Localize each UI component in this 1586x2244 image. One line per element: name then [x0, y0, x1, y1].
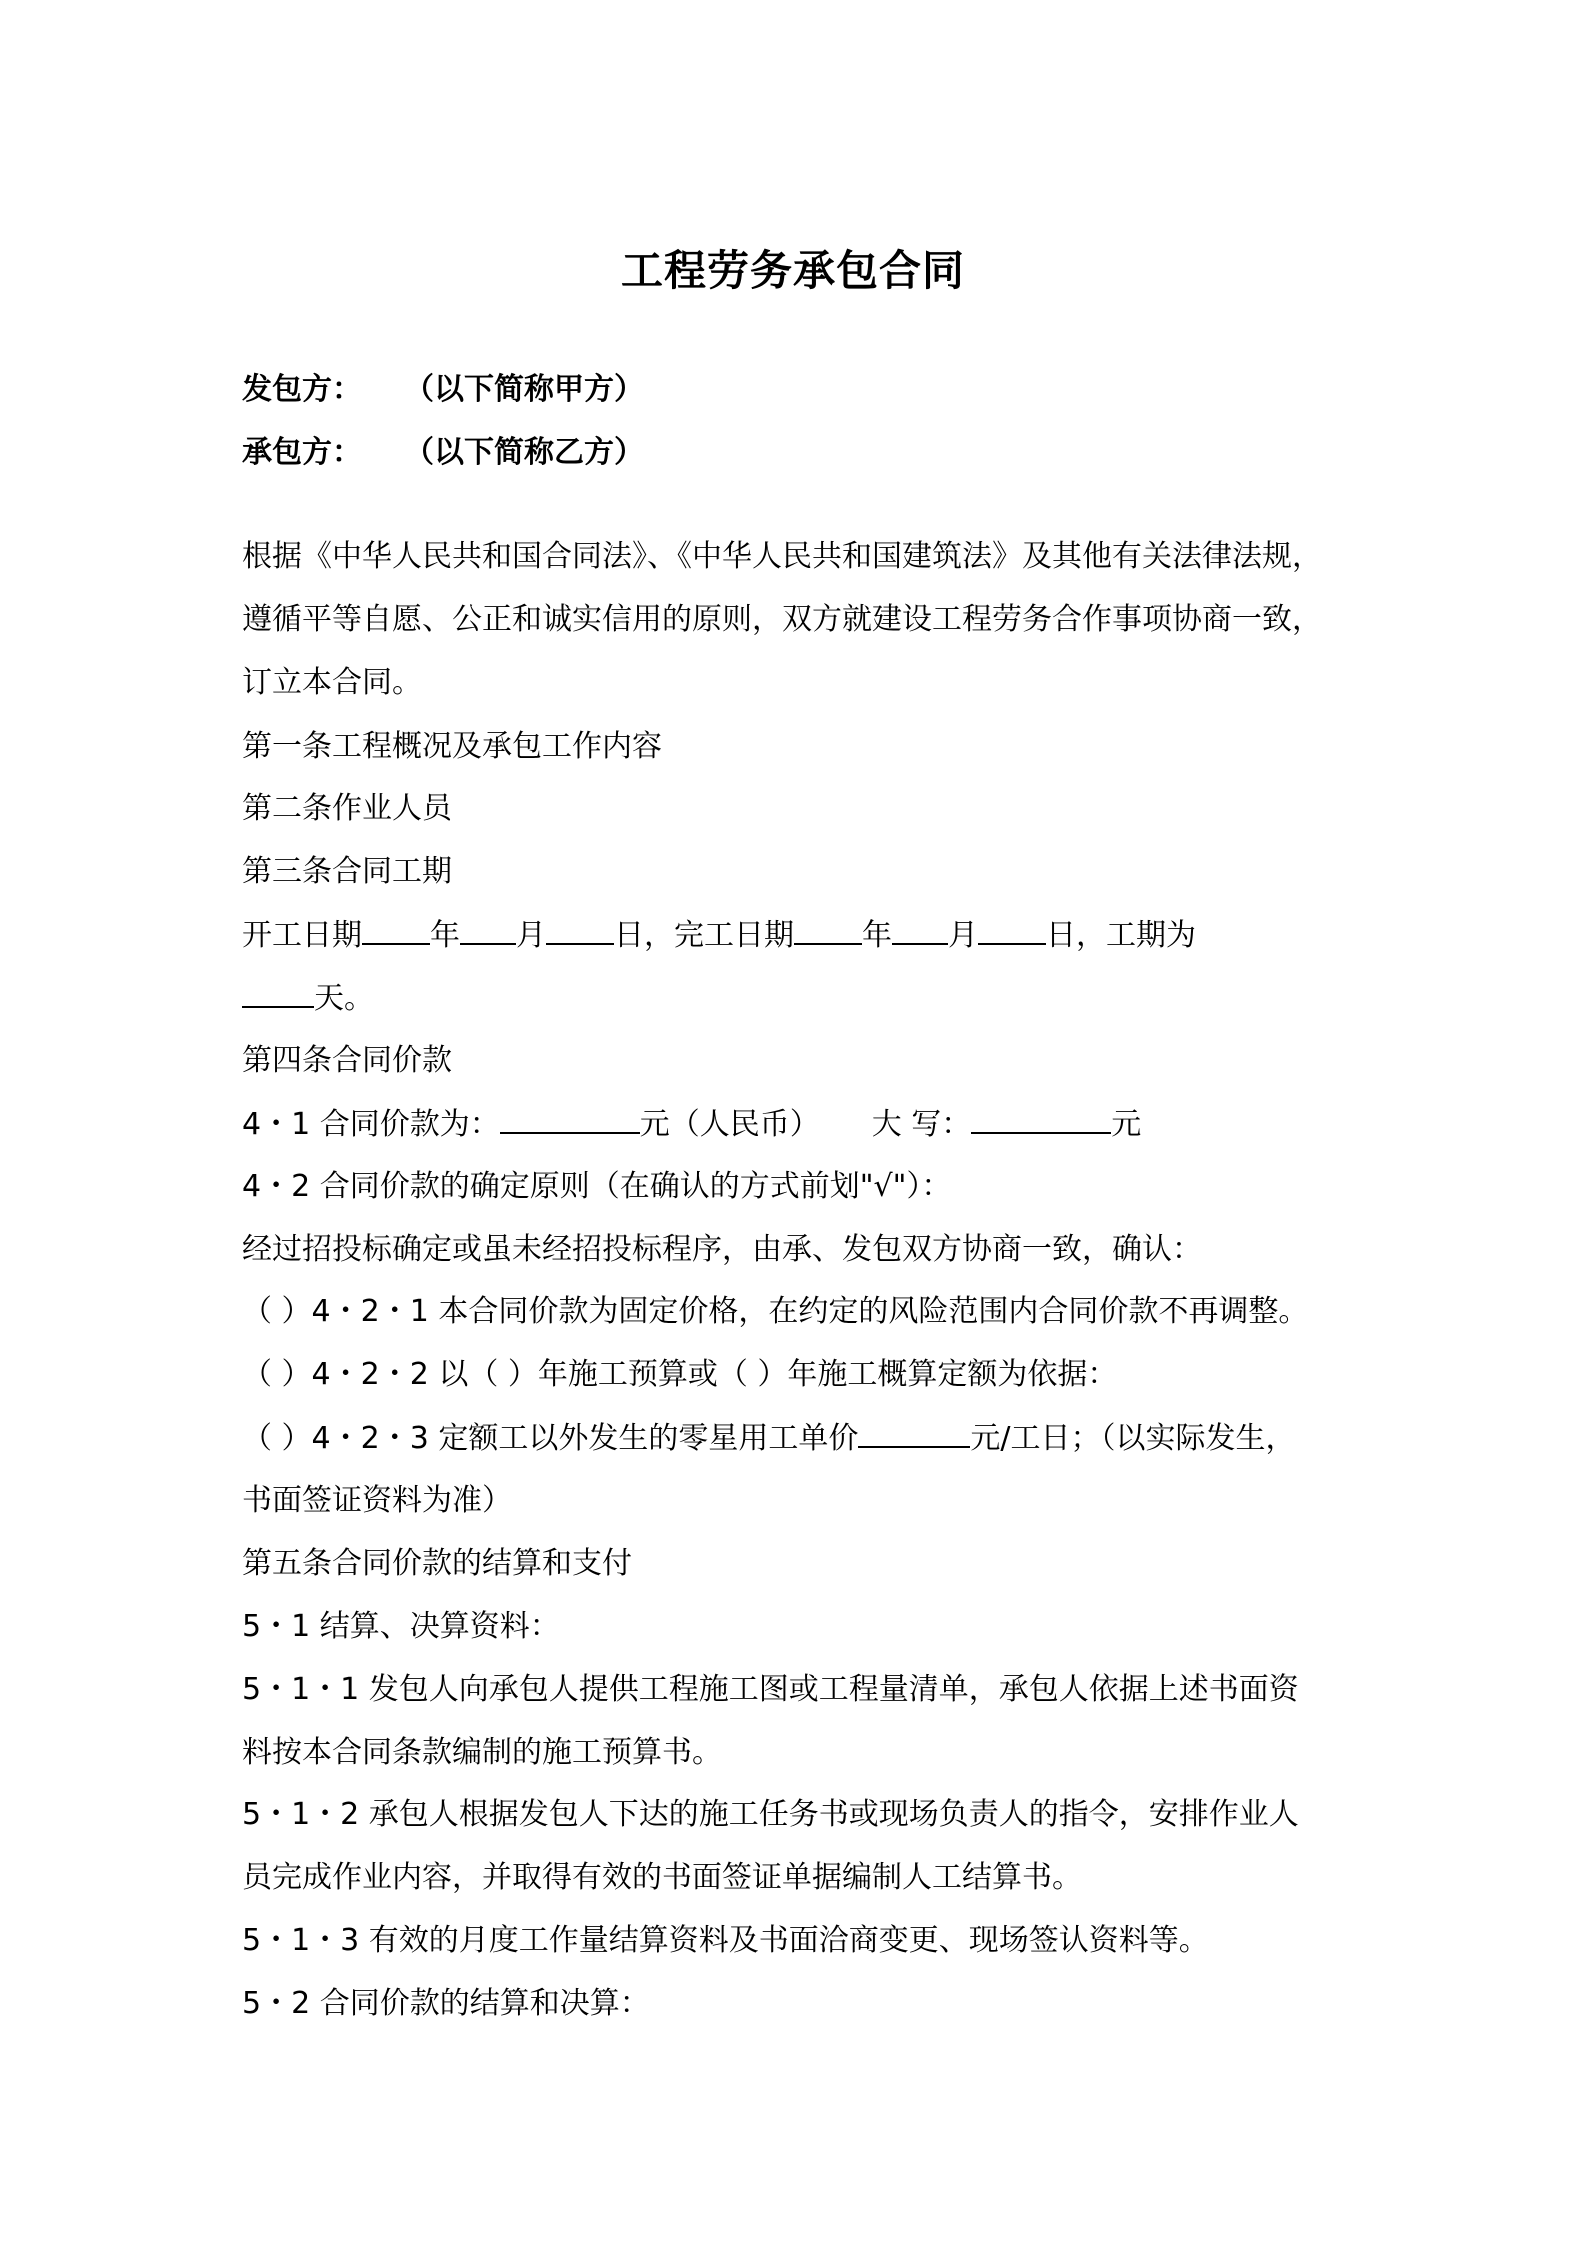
end-month-unit: 月: [948, 918, 978, 953]
clause-4-1: [242, 1104, 1141, 1145]
party-b-line: [242, 433, 644, 473]
period-line: [242, 915, 1196, 956]
clause-4-2-2: （ ）4・2・2 以（ ）年施工预算或（ ）年施工概算定额为依据：: [242, 1357, 1118, 1392]
clause-5-1: 5・1 结算、决算资料：: [242, 1609, 560, 1644]
start-day-unit: 日，: [614, 918, 674, 953]
clause-4-2-3-line2: 书面签证资料为准）: [242, 1483, 512, 1518]
clause-5-1-1-line1: 5・1・1 发包人向承包人提供工程施工图或工程量清单，承包人依据上述书面资: [242, 1672, 1299, 1707]
start-date-label: 开工日期: [242, 918, 362, 953]
price-unit-rmb: 元（人民币）: [639, 1107, 820, 1142]
article-1-heading: 第一条工程概况及承包工作内容: [242, 729, 662, 764]
end-year-blank: [794, 915, 862, 945]
intro-line-1: 根据《中华人民共和国合同法》、《中华人民共和国建筑法》及其他有关法律法规，: [242, 539, 1322, 574]
clause-5-2: 5・2 合同价款的结算和决算：: [242, 1986, 650, 2021]
clause-4-2-1: （ ）4・2・1 本合同价款为固定价格，在约定的风险范围内合同价款不再调整。: [242, 1294, 1309, 1329]
document-title: 工程劳务承包合同: [620, 246, 965, 295]
party-a-note: （以下简称甲方）: [404, 372, 644, 407]
duration-line: [242, 978, 374, 1019]
end-day-blank: [978, 915, 1046, 945]
clause-4-2-3: [242, 1418, 1295, 1459]
duration-label: 工期为: [1106, 918, 1196, 953]
article-2-heading: 第二条作业人员: [242, 791, 452, 826]
clause-4-1-label: 4・1 合同价款为：: [242, 1107, 500, 1142]
end-date-label: 完工日期: [674, 918, 794, 953]
intro-line-2: 遵循平等自愿、公正和诚实信用的原则，双方就建设工程劳务合作事项协商一致，: [242, 602, 1322, 637]
duration-days: 天。: [314, 981, 374, 1016]
unit-price-blank: [858, 1418, 970, 1448]
clause-4-2-3-before: （ ）4・2・3 定额工以外发生的零星用工单价: [242, 1421, 859, 1456]
start-year-blank: [362, 915, 430, 945]
clause-5-1-1-line2: 料按本合同条款编制的施工预算书。: [242, 1735, 722, 1770]
price-in-words-unit: 元: [1111, 1107, 1142, 1142]
price-in-words-blank: [971, 1104, 1111, 1134]
price-blank: [500, 1104, 640, 1134]
party-a-line: [242, 370, 644, 410]
end-year-unit: 年: [862, 918, 892, 953]
clause-4-2-intro: 经过招投标确定或虽未经招投标程序，由承、发包双方协商一致，确认：: [242, 1232, 1202, 1267]
party-a-label: 发包方：: [242, 372, 362, 407]
start-day-blank: [546, 915, 614, 945]
start-month-unit: 月: [516, 918, 546, 953]
clause-4-2: 4・2 合同价款的确定原则（在确认的方式前划"√"）：: [242, 1169, 952, 1204]
article-4-heading: 第四条合同价款: [242, 1043, 452, 1078]
end-month-blank: [892, 915, 948, 945]
clause-4-2-3-after: 元/工日；（以实际发生，: [970, 1421, 1296, 1456]
duration-blank: [242, 978, 314, 1008]
article-3-heading: 第三条合同工期: [242, 854, 452, 889]
clause-5-1-2-line2: 员完成作业内容，并取得有效的书面签证单据编制人工结算书。: [242, 1860, 1082, 1895]
article-5-heading: 第五条合同价款的结算和支付: [242, 1546, 632, 1581]
intro-line-3: 订立本合同。: [242, 665, 422, 700]
price-in-words-label: 大 写：: [871, 1107, 972, 1142]
party-b-label: 承包方：: [242, 435, 362, 470]
clause-5-1-3: 5・1・3 有效的月度工作量结算资料及书面洽商变更、现场签认资料等。: [242, 1923, 1209, 1958]
clause-5-1-2-line1: 5・1・2 承包人根据发包人下达的施工任务书或现场负责人的指令，安排作业人: [242, 1797, 1299, 1832]
end-day-unit: 日，: [1046, 918, 1106, 953]
start-year-unit: 年: [430, 918, 460, 953]
start-month-blank: [460, 915, 516, 945]
party-b-note: （以下简称乙方）: [404, 435, 644, 470]
